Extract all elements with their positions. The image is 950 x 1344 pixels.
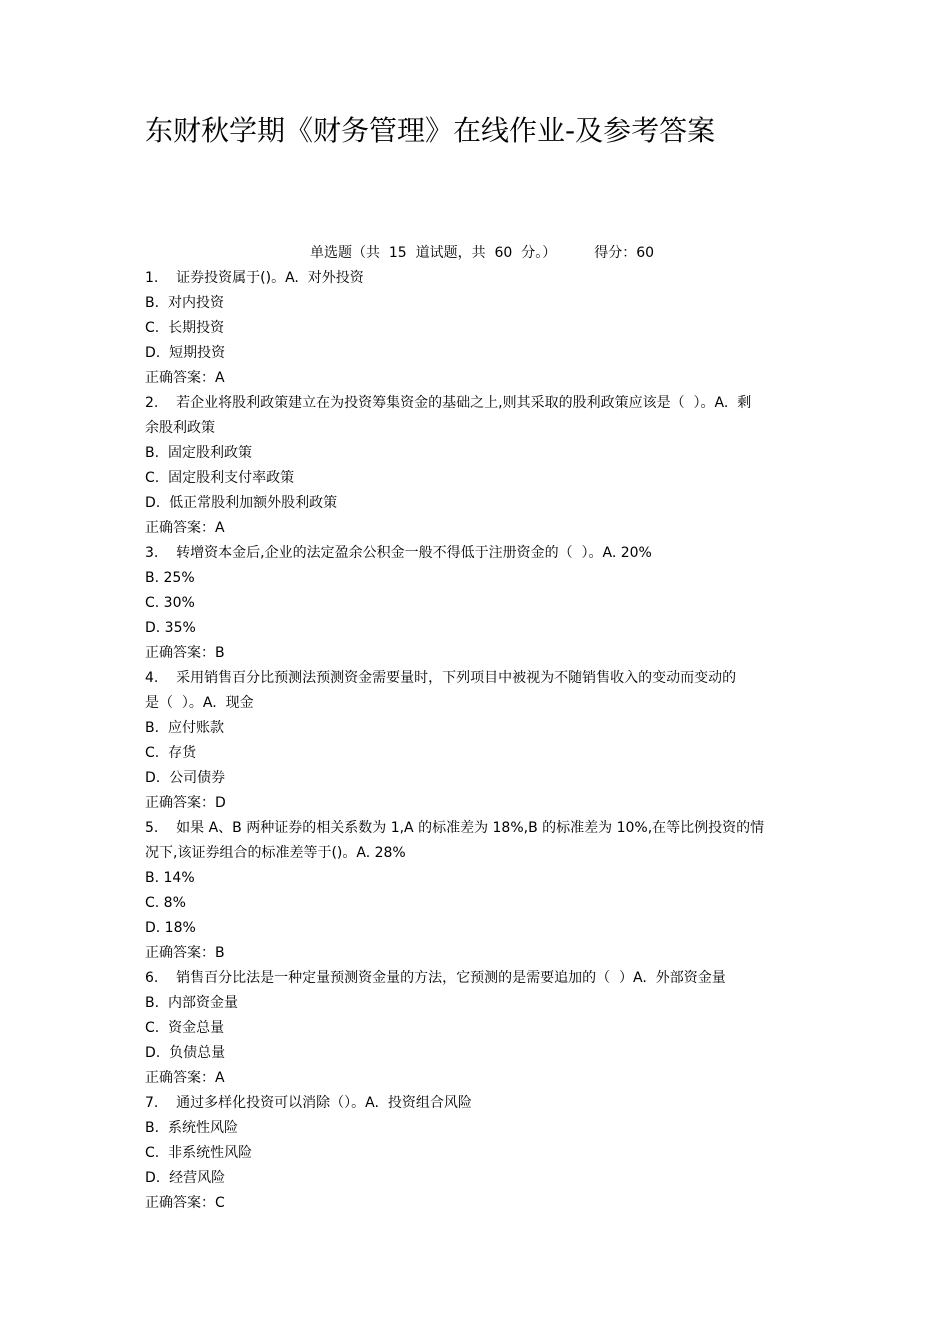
question-option: B. 固定股利政策 [145, 445, 252, 461]
question-item [145, 1091, 810, 1216]
question-option: C. 非系统性风险 [145, 1145, 253, 1161]
question-option: C. 30% [145, 595, 195, 611]
question-stem-line: 况下,该证券组合的标准差等于()。A. 28% [145, 845, 406, 861]
question-option: D. 短期投资 [145, 345, 226, 361]
section-label: 单选题（共 15 道试题，共 60 分。） [310, 245, 557, 261]
question-option: B. 对内投资 [145, 295, 224, 311]
question-option: D. 负债总量 [145, 1045, 226, 1061]
question-item [145, 666, 810, 816]
document-title: 东财秋学期《财务管理》在线作业-及参考答案 [145, 114, 716, 147]
question-item [145, 266, 810, 391]
question-stem-line: 是（ ）。A. 现金 [145, 695, 254, 711]
question-option: C. 8% [145, 895, 186, 911]
question-stem-line: 4. 采用销售百分比预测法预测资金需要量时，下列项目中被视为不随销售收入的变动而变动的 [145, 670, 737, 686]
section-header [310, 242, 654, 264]
question-stem-line: 5. 如果 A、B 两种证券的相关系数为 1,A 的标准差为 18%,B 的标准差为 10%,在等比例投资的情 [145, 820, 765, 836]
question-item [145, 966, 810, 1091]
question-option: B. 25% [145, 570, 195, 586]
question-option: B. 内部资金量 [145, 995, 238, 1011]
question-stem-line: 余股利政策 [145, 420, 215, 436]
question-stem-line: 7. 通过多样化投资可以消除（）。A. 投资组合风险 [145, 1095, 472, 1111]
question-item [145, 541, 810, 666]
question-option: C. 长期投资 [145, 320, 225, 336]
question-item [145, 816, 810, 966]
question-option: D. 经营风险 [145, 1170, 226, 1186]
question-option: D. 低正常股利加额外股利政策 [145, 495, 338, 511]
score-text: 得分：60 [594, 245, 655, 261]
correct-answer: 正确答案：A [145, 520, 225, 536]
question-stem-line: 3. 转增资本金后,企业的法定盈余公积金一般不得低于注册资金的（ ）。A. 20% [145, 545, 652, 561]
question-option: C. 资金总量 [145, 1020, 225, 1036]
question-option: B. 系统性风险 [145, 1120, 238, 1136]
question-option: B. 应付账款 [145, 720, 224, 736]
question-option: D. 35% [145, 620, 196, 636]
question-option: D. 公司债券 [145, 770, 226, 786]
question-stem-line: 1. 证券投资属于()。A. 对外投资 [145, 270, 364, 286]
question-stem-line: 2. 若企业将股利政策建立在为投资筹集资金的基础之上,则其采取的股利政策应该是（ ）。A. 剩 [145, 395, 752, 411]
question-option: C. 存货 [145, 745, 197, 761]
correct-answer: 正确答案：D [145, 795, 226, 811]
question-list [145, 266, 810, 1216]
correct-answer: 正确答案：A [145, 370, 225, 386]
question-option: B. 14% [145, 870, 195, 886]
question-option: C. 固定股利支付率政策 [145, 470, 295, 486]
question-item [145, 391, 810, 541]
correct-answer: 正确答案：B [145, 945, 225, 961]
correct-answer: 正确答案：B [145, 645, 225, 661]
question-option: D. 18% [145, 920, 196, 936]
correct-answer: 正确答案：A [145, 1070, 225, 1086]
question-stem-line: 6. 销售百分比法是一种定量预测资金量的方法，它预测的是需要追加的（ ）A. 外部资金量 [145, 970, 726, 986]
correct-answer: 正确答案：C [145, 1195, 225, 1211]
